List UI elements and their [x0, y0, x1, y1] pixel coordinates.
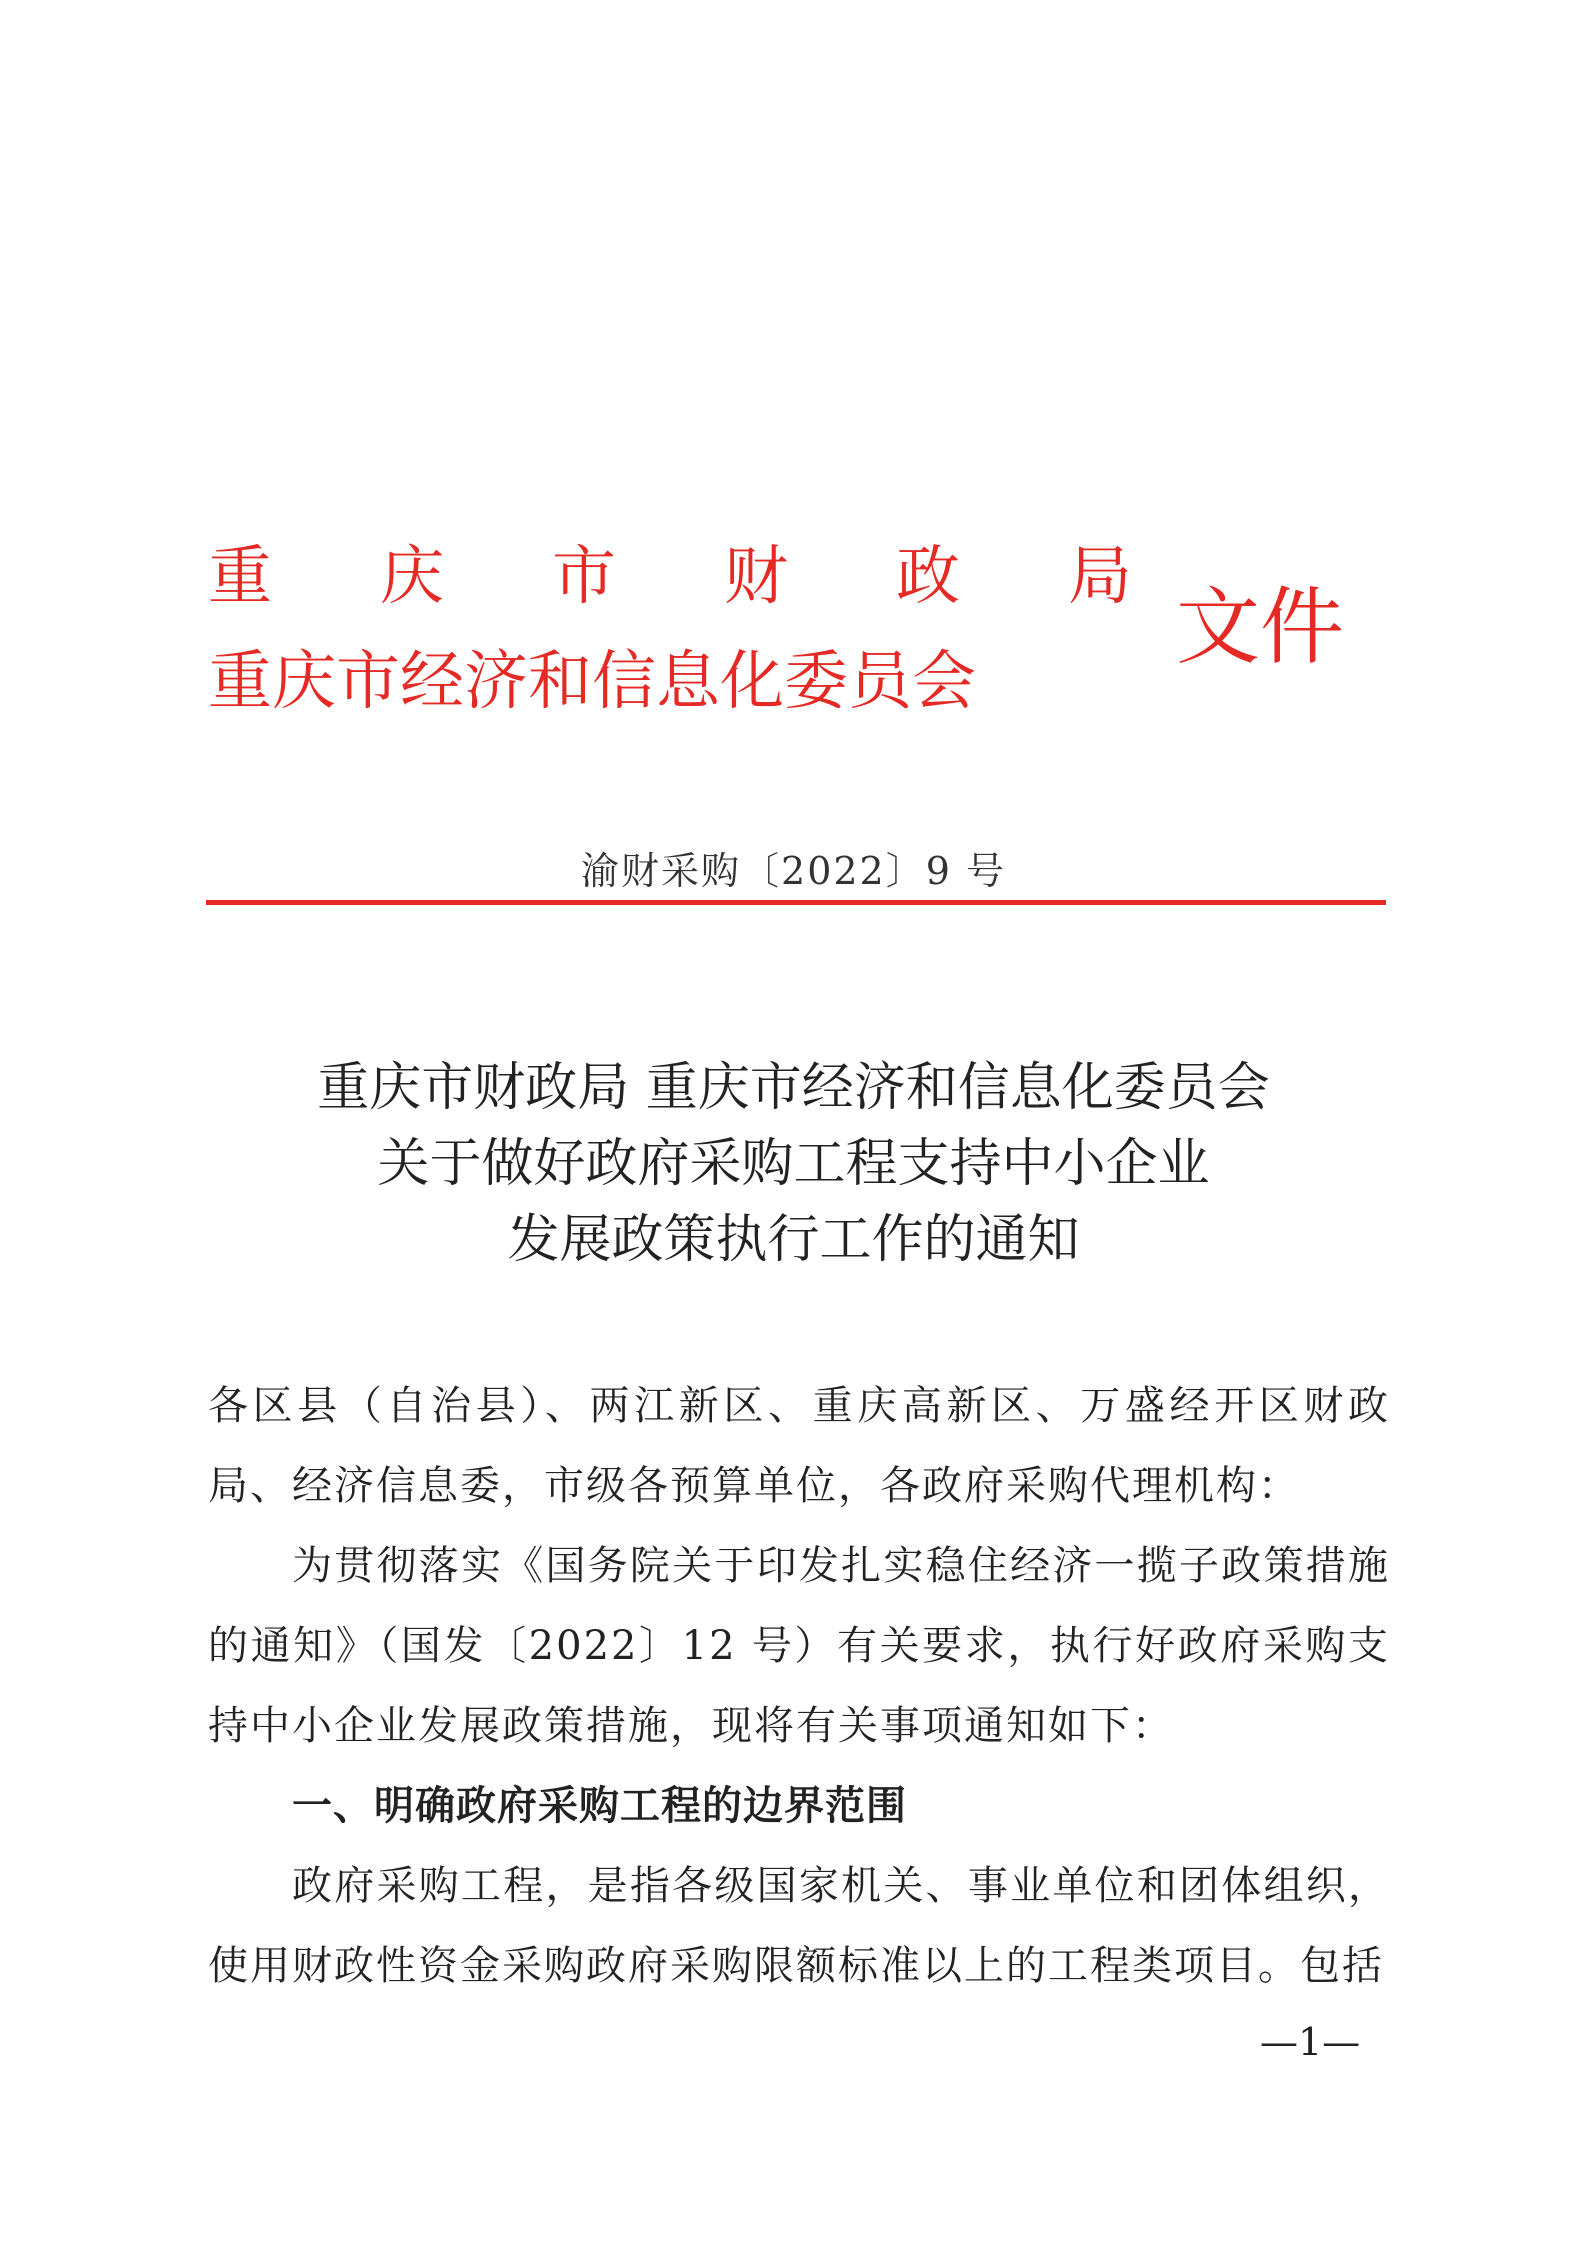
title-line: 重庆市财政局 重庆市经济和信息化委员会	[317, 1058, 1270, 1118]
section-paragraph: 政府采购工程，是指各级国家机关、事业单位和团体组织，使用财政性资金采购政府采购限额标准以上的工程类项目。包括	[208, 1863, 1390, 1989]
issuer-economy-commission: 重庆市经济和信息化委员会	[208, 645, 976, 719]
document-title	[0, 1050, 1587, 1278]
title-line: 关于做好政府采购工程支持中小企业	[377, 1134, 1210, 1194]
document-word: 文件	[1176, 578, 1345, 676]
title-line: 发展政策执行工作的通知	[507, 1210, 1080, 1270]
issuer-char: 政	[896, 540, 960, 614]
issuer-char: 重	[208, 540, 272, 614]
red-divider-line	[206, 900, 1386, 905]
document-body	[208, 1366, 1390, 2006]
page-number: —1—	[1260, 2020, 1361, 2064]
issuer-char: 市	[552, 540, 616, 614]
issuer-char: 财	[724, 540, 788, 614]
intro-paragraph: 为贯彻落实《国务院关于印发扎实稳住经济一揽子政策措施的通知》（国发〔2022〕12 号）有关要求，执行好政府采购支持中小企业发展政策措施，现将有关事项通知如下：	[208, 1543, 1390, 1749]
document-number: 渝财采购〔2022〕9 号	[581, 849, 1006, 893]
addressee: 各区县（自治县）、两江新区、重庆高新区、万盛经开区财政局、经济信息委，市级各预算单位，各政府采购代理机构：	[208, 1383, 1390, 1509]
issuer-finance-bureau	[208, 540, 1132, 614]
issuer-char: 局	[1068, 540, 1132, 614]
issuer-char: 庆	[380, 540, 444, 614]
section-heading: 一、明确政府采购工程的边界范围	[292, 1783, 907, 1829]
